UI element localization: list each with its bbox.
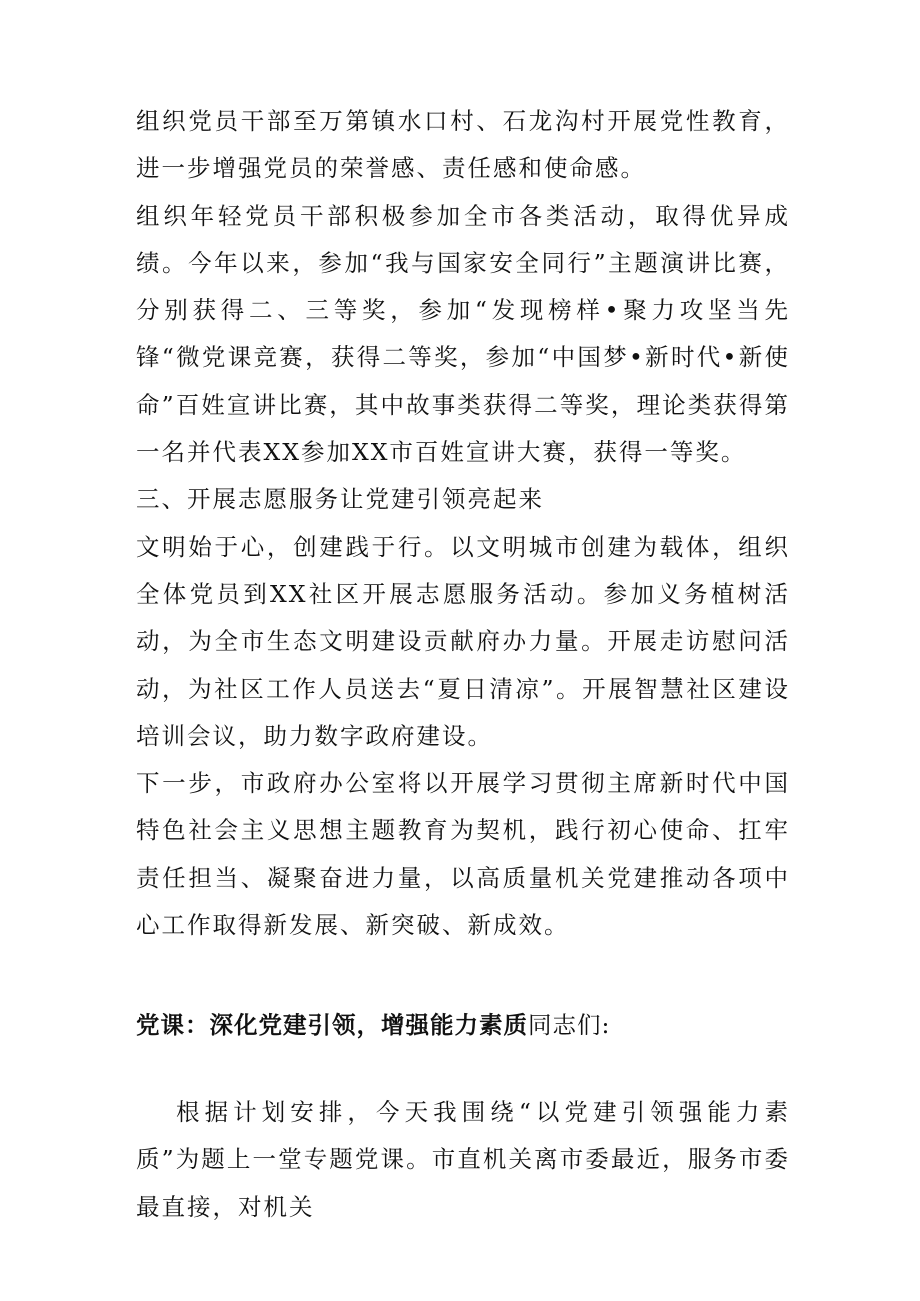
paragraph-competition-results: 组织年轻党员干部积极参加全市各类活动，取得优异成绩。今年以来，参加“我与国家安全同行”主题演讲比赛，分别获得二、三等奖，参加“发现榜样•聚力攻坚当先锋“微党课竞赛，获得二等奖，参加“中国梦•新时代•新使命”百姓宣讲比赛，其中故事类获得二等奖，理论类获得第一名并代表XX参加XX市百姓宣讲大赛，获得一等奖。 bbox=[136, 201, 790, 467]
lesson-title-line bbox=[136, 1002, 790, 1049]
lesson-title: 党课：深化党建引领，增强能力素质 bbox=[136, 1011, 528, 1039]
paragraph-party-education: 组织党员干部至万第镇水口村、石龙沟村开展党性教育，进一步增强党员的荣誉感、责任感和使命感。 bbox=[136, 107, 790, 183]
lesson-greeting: 同志们: bbox=[528, 1011, 611, 1039]
paragraph-next-steps: 下一步，市政府办公室将以开展学习贯彻主席新时代中国特色社会主义思想主题教育为契机，践行初心使命、扛牢责任担当、凝聚奋进力量，以高质量机关党建推动各项中心工作取得新发展、新突破、新成效。 bbox=[136, 769, 790, 940]
paragraph-volunteer-service: 文明始于心，创建践于行。以文明城市创建为载体，组织全体党员到XX社区开展志愿服务活动。参加义务植树活动，为全市生态文明建设贡献府办力量。开展走访慰问活动，为社区工作人员送去“夏日清凉”。开展智慧社区建设培训会议，助力数字政府建设。 bbox=[136, 532, 790, 750]
body-text-upper bbox=[136, 98, 790, 949]
lesson-body: 根据计划安排，今天我围绕“以党建引领强能力素质”为题上一堂专题党课。市直机关离市委最近，服务市委最直接，对机关 bbox=[136, 1098, 790, 1221]
section-heading-volunteer: 三、开展志愿服务让党建引领亮起来 bbox=[136, 485, 544, 514]
lesson-body-block bbox=[136, 1089, 790, 1231]
